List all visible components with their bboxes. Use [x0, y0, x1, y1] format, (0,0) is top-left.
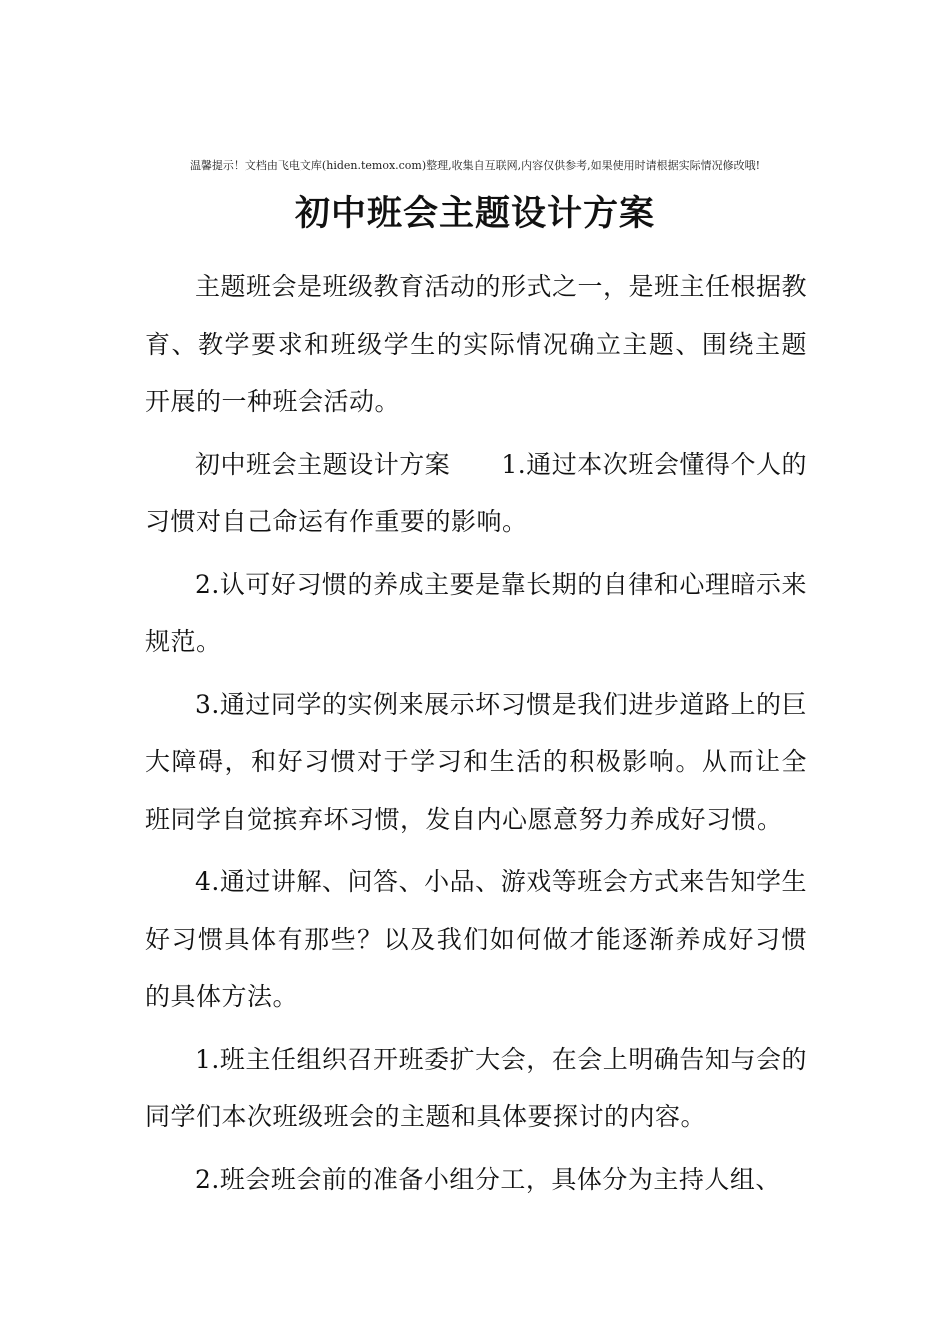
document-body: [145, 258, 807, 1213]
paragraph-goal-2: 2.认可好习惯的养成主要是靠长期的自律和心理暗示来规范。: [145, 569, 807, 656]
paragraph-prep-2: 2.班会班会前的准备小组分工，具体分为主持人组、: [195, 1164, 781, 1194]
paragraph-goal-4: 4.通过讲解、问答、小品、游戏等班会方式来告知学生好习惯具体有那些？以及我们如何做才能逐渐养成好习惯的具体方法。: [145, 867, 807, 1011]
paragraph-intro: 主题班会是班级教育活动的形式之一，是班主任根据教育、教学要求和班级学生的实际情况确立主题、围绕主题开展的一种班会活动。: [145, 272, 808, 416]
download-notice: 温馨提示！文档由飞电文库(hiden.temox.com)整理,收集自互联网,内容仅供参考,如果使用时请根据实际情况修改哦!: [189, 159, 761, 172]
paragraph-goal-3: 3.通过同学的实例来展示坏习惯是我们进步道路上的巨大障碍，和好习惯对于学习和生活的积极影响。从而让全班同学自觉摈弃坏习惯，发自内心愿意努力养成好习惯。: [145, 689, 807, 834]
document-title: 初中班会主题设计方案: [294, 193, 655, 234]
paragraph-goal-1: 初中班会主题设计方案 1.通过本次班会懂得个人的习惯对自己命运有作重要的影响。: [145, 449, 807, 536]
paragraph-prep-1: 1.班主任组织召开班委扩大会，在会上明确告知与会的同学们本次班级班会的主题和具体要探讨的内容。: [145, 1044, 807, 1131]
